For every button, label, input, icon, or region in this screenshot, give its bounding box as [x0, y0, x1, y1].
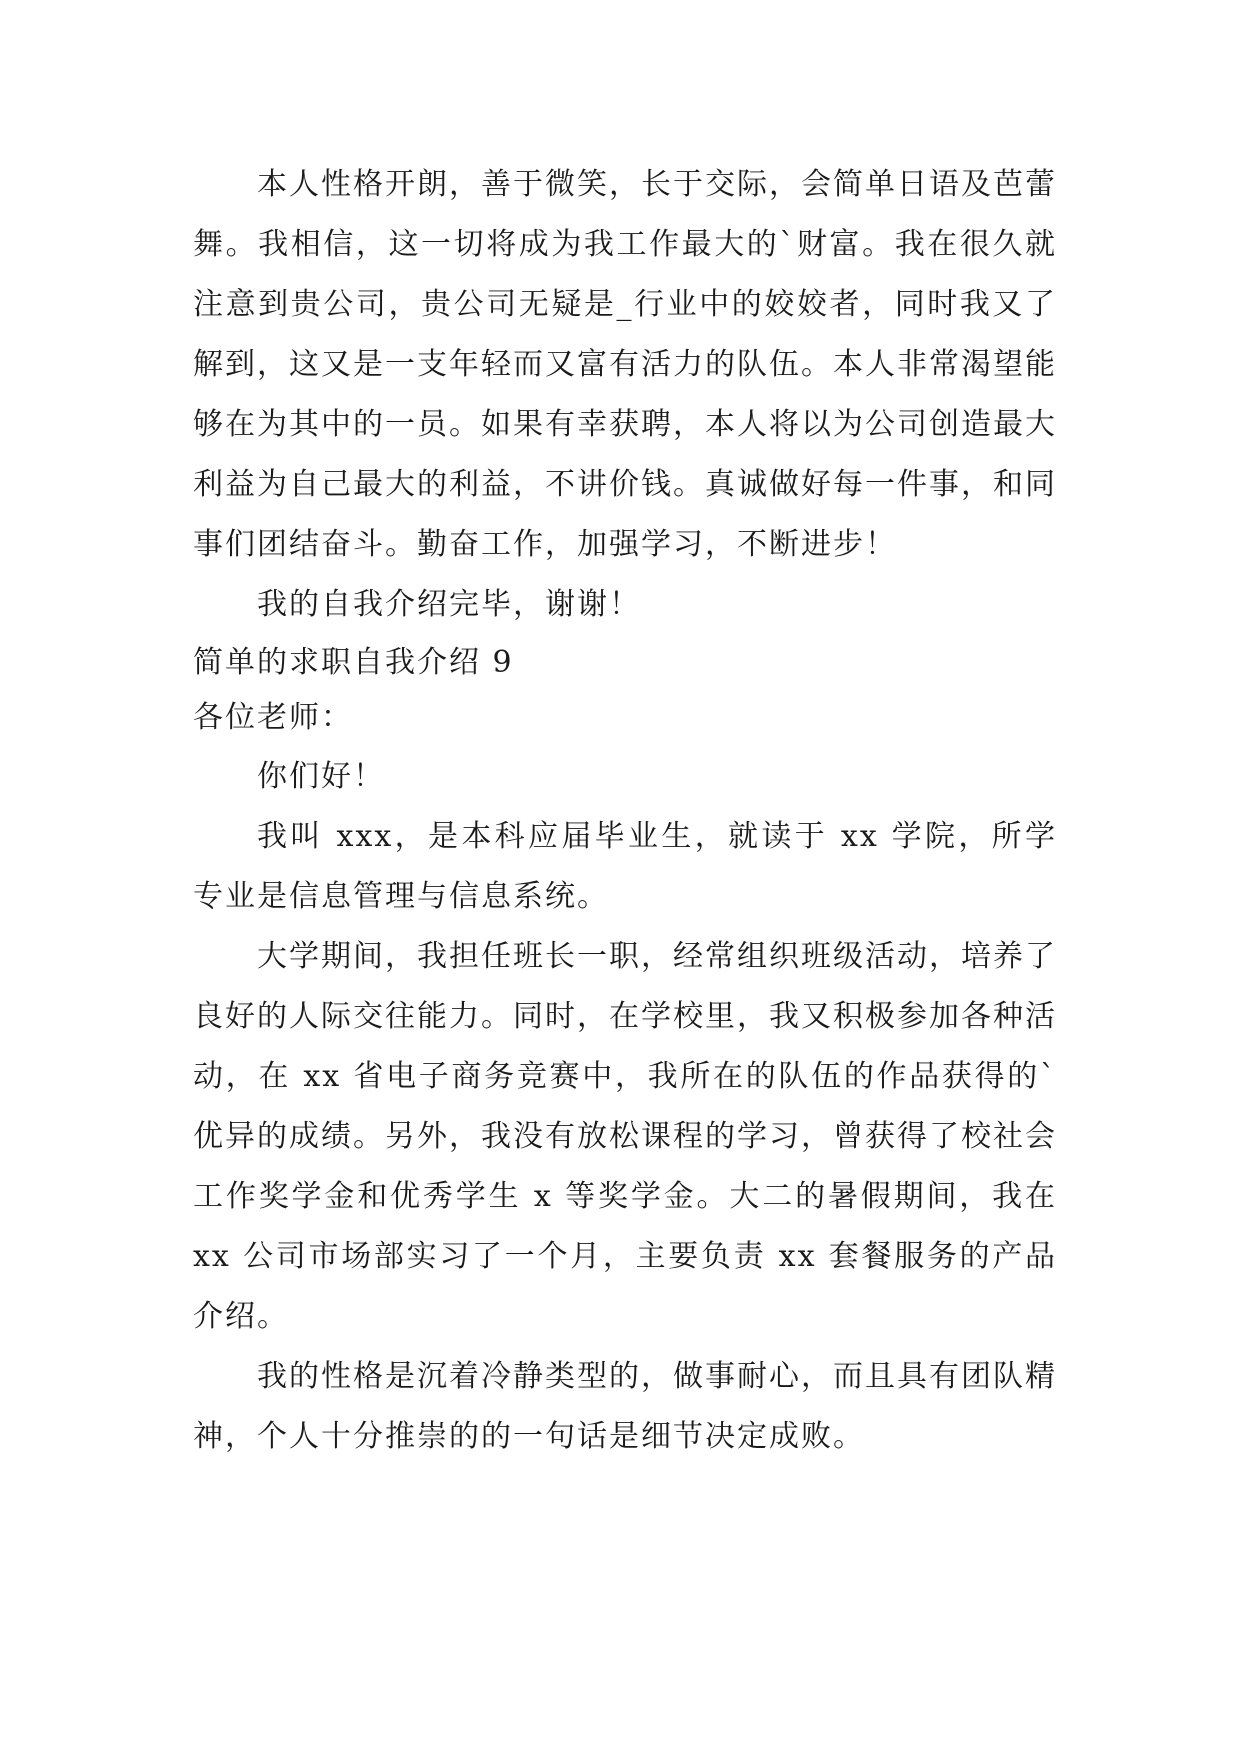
paragraph-personality: 本人性格开朗，善于微笑，长于交际，会简单日语及芭蕾舞。我相信，这一切将成为我工作最大的`财富。我在很久就注意到贵公司，贵公司无疑是_行业中的姣姣者，同时我又了解到，这又是一支年轻而又富有活力的队伍。本人非常渴望能够在为其中的一员。如果有幸获聘，本人将以为公司创造最大利益为自己最大的利益，不讲价钱。真诚做好每一件事，和同事们团结奋斗。勤奋工作，加强学习，不断进步！	[193, 167, 1057, 562]
document-page	[193, 155, 1057, 1467]
paragraph-character: 我的性格是沉着冷静类型的，做事耐心，而且具有团队精神，个人十分推崇的的一句话是细节决定成败。	[193, 1359, 1057, 1454]
section-title: 简单的求职自我介绍 9	[193, 645, 514, 680]
paragraph-closing: 我的自我介绍完毕，谢谢！	[257, 587, 641, 622]
paragraph-introduction: 我叫 xxx，是本科应届毕业生，就读于 xx 学院，所学专业是信息管理与信息系统。	[193, 819, 1057, 914]
paragraph-university: 大学期间，我担任班长一职，经常组织班级活动，培养了良好的人际交往能力。同时，在学校里，我又积极参加各种活动，在 xx 省电子商务竞赛中，我所在的队伍的作品获得的`优异的成绩。另外，我没有放松课程的学习，曾获得了校社会工作奖学金和优秀学生 x 等奖学金。大二的暑假期间，我在 xx 公司市场部实习了一个月，主要负责 xx 套餐服务的产品介绍。	[193, 939, 1057, 1334]
salutation: 各位老师：	[193, 700, 353, 735]
greeting: 你们好！	[257, 759, 385, 794]
